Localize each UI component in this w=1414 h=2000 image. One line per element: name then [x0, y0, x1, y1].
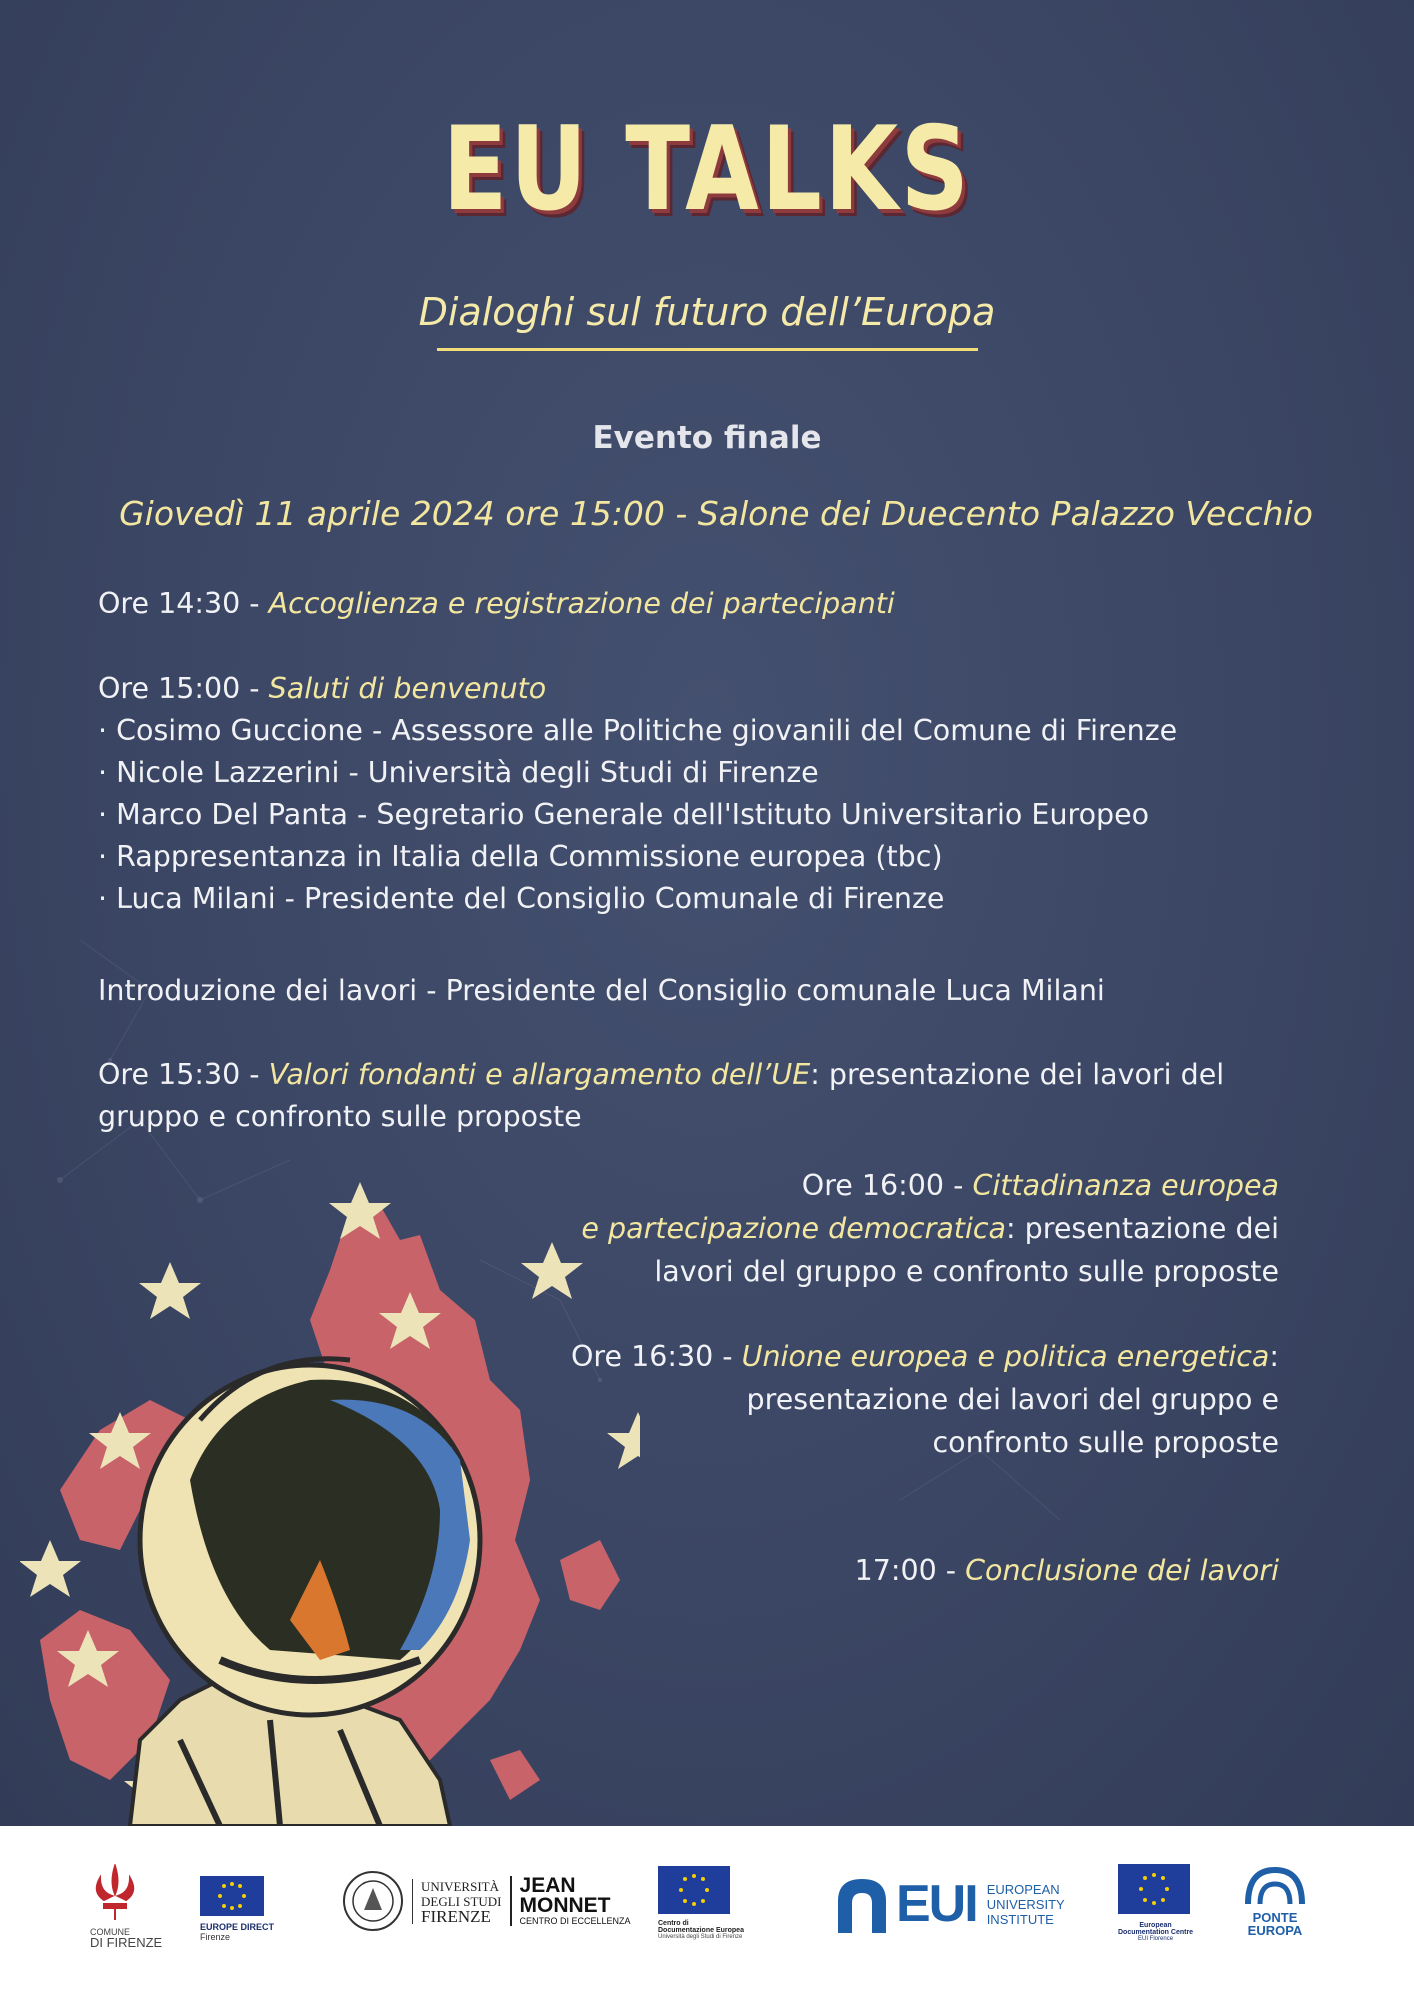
session3-time: Ore 16:30 -: [570, 1340, 742, 1373]
comune-firenze-logo: [90, 1864, 162, 1950]
unifi-line-2: DEGLI STUDI: [421, 1893, 502, 1909]
intro-text: Introduzione dei lavori - Presidente del Consiglio comunale Luca Milani: [98, 974, 1105, 1007]
cde-unifi-logo: [658, 1866, 744, 1940]
session3-rest-2: presentazione dei lavori del gruppo e: [746, 1383, 1279, 1416]
session2-title-2: e partecipazione democratica: [581, 1212, 1007, 1245]
session2-rest-3: lavori del gruppo e confronto sulle proposte: [654, 1255, 1279, 1288]
event-title: EU TALKS: [442, 102, 972, 237]
welcome-text: Saluti di benvenuto: [268, 672, 547, 705]
closing-text: Conclusione dei lavori: [965, 1554, 1279, 1587]
reception-time: Ore 14:30 -: [98, 587, 269, 620]
eui-arch-icon: [834, 1875, 890, 1933]
jean-monnet-line-1: JEAN: [519, 1874, 576, 1897]
ponte-line-1: PONTE: [1252, 1910, 1298, 1925]
session2-rest: : presentazione dei: [1006, 1212, 1279, 1245]
cde-line-2: Documentazione Europea: [658, 1927, 744, 1934]
reception-text: Accoglienza e registrazione dei partecipanti: [268, 587, 895, 620]
session3-title: Unione europea e politica energetica: [741, 1340, 1270, 1373]
subtitle-underline: [437, 348, 978, 351]
session2-time: Ore 16:00 -: [801, 1169, 973, 1202]
europe-direct-line-1: EUROPE DIRECT: [200, 1922, 275, 1932]
speaker-item: · Rappresentanza in Italia della Commissione europea (tbc): [98, 840, 943, 873]
edc-line-2: Documentation Centre: [1118, 1929, 1194, 1936]
session1-rest-2: gruppo e confronto sulle proposte: [98, 1100, 582, 1133]
astronaut-illustration: [20, 1180, 640, 1826]
speaker-item: · Nicole Lazzerini - Università degli Studi di Firenze: [98, 756, 819, 789]
session2-title-1: Cittadinanza europea: [972, 1169, 1279, 1202]
edc-eui-logo: [1118, 1864, 1193, 1942]
europe-direct-line-2: Firenze: [200, 1932, 231, 1942]
session1-rest: : presentazione dei lavori del: [810, 1058, 1225, 1091]
eui-line-1: EUROPEAN: [986, 1881, 1060, 1897]
session1-title: Valori fondanti e allargamento dell’UE: [268, 1058, 811, 1091]
jean-monnet-line-2: MONNET: [519, 1894, 611, 1917]
session1-time: Ore 15:30 -: [98, 1058, 269, 1091]
giglio-icon: [90, 1864, 140, 1922]
program-session-3: [571, 1335, 1279, 1464]
speaker-item: · Marco Del Panta - Segretario Generale dell'Istituto Universitario Europeo: [98, 798, 1150, 831]
speaker-item: · Luca Milani - Presidente del Consiglio Comunale di Firenze: [98, 882, 945, 915]
edc-line-1: European: [1139, 1922, 1172, 1929]
cde-line-1: Centro di: [658, 1920, 689, 1927]
program-closing: [855, 1549, 1279, 1592]
comune-line-1: COMUNE: [90, 1927, 130, 1937]
unifi-line-3: FIRENZE: [421, 1906, 491, 1926]
eui-line-2: UNIVERSITY: [986, 1896, 1065, 1912]
europe-direct-logo: [200, 1876, 274, 1942]
ponte-europa-logo: [1244, 1866, 1306, 1937]
partner-logos-bar: [0, 1826, 1414, 2000]
comune-line-2: DI FIRENZE: [90, 1935, 163, 1950]
jean-monnet-line-3: CENTRO DI ECCELLENZA: [519, 1916, 631, 1926]
ponte-line-2: EUROPA: [1247, 1923, 1303, 1938]
ponte-europa-arch-icon: [1244, 1866, 1306, 1906]
event-label: Evento finale: [592, 420, 822, 456]
event-subtitle: Dialoghi sul futuro dell’Europa: [418, 290, 996, 334]
eu-flag-icon: [658, 1866, 730, 1914]
eui-line-3: INSTITUTE: [986, 1911, 1054, 1927]
closing-time: 17:00 -: [854, 1554, 966, 1587]
program-reception: [98, 583, 1278, 625]
session3-colon: :: [1269, 1340, 1279, 1373]
program-session-1: [98, 1054, 1278, 1138]
unifi-seal-icon: [342, 1870, 404, 1932]
speaker-item: · Cosimo Guccione - Assessore alle Politiche giovanili del Comune di Firenze: [98, 714, 1178, 747]
program-welcome: [98, 668, 1278, 920]
eui-mark: EUI: [896, 1875, 977, 1933]
eui-logo: [834, 1874, 1065, 1934]
welcome-time: Ore 15:00 -: [98, 672, 269, 705]
eu-flag-icon: [200, 1876, 264, 1916]
program-session-2: [581, 1164, 1279, 1293]
cde-line-3: Università degli Studi di Firenze: [658, 1934, 743, 1940]
event-date-line: Giovedì 11 aprile 2024 ore 15:00 - Salone dei Duecento Palazzo Vecchio: [119, 494, 1313, 533]
eu-flag-icon: [1118, 1864, 1190, 1914]
unifi-line-1: UNIVERSITÀ: [421, 1878, 499, 1894]
session3-rest-3: confronto sulle proposte: [932, 1426, 1279, 1459]
edc-line-3: EUI Florence: [1138, 1936, 1174, 1942]
unifi-logo: [342, 1870, 631, 1932]
program-intro: [98, 970, 1278, 1012]
